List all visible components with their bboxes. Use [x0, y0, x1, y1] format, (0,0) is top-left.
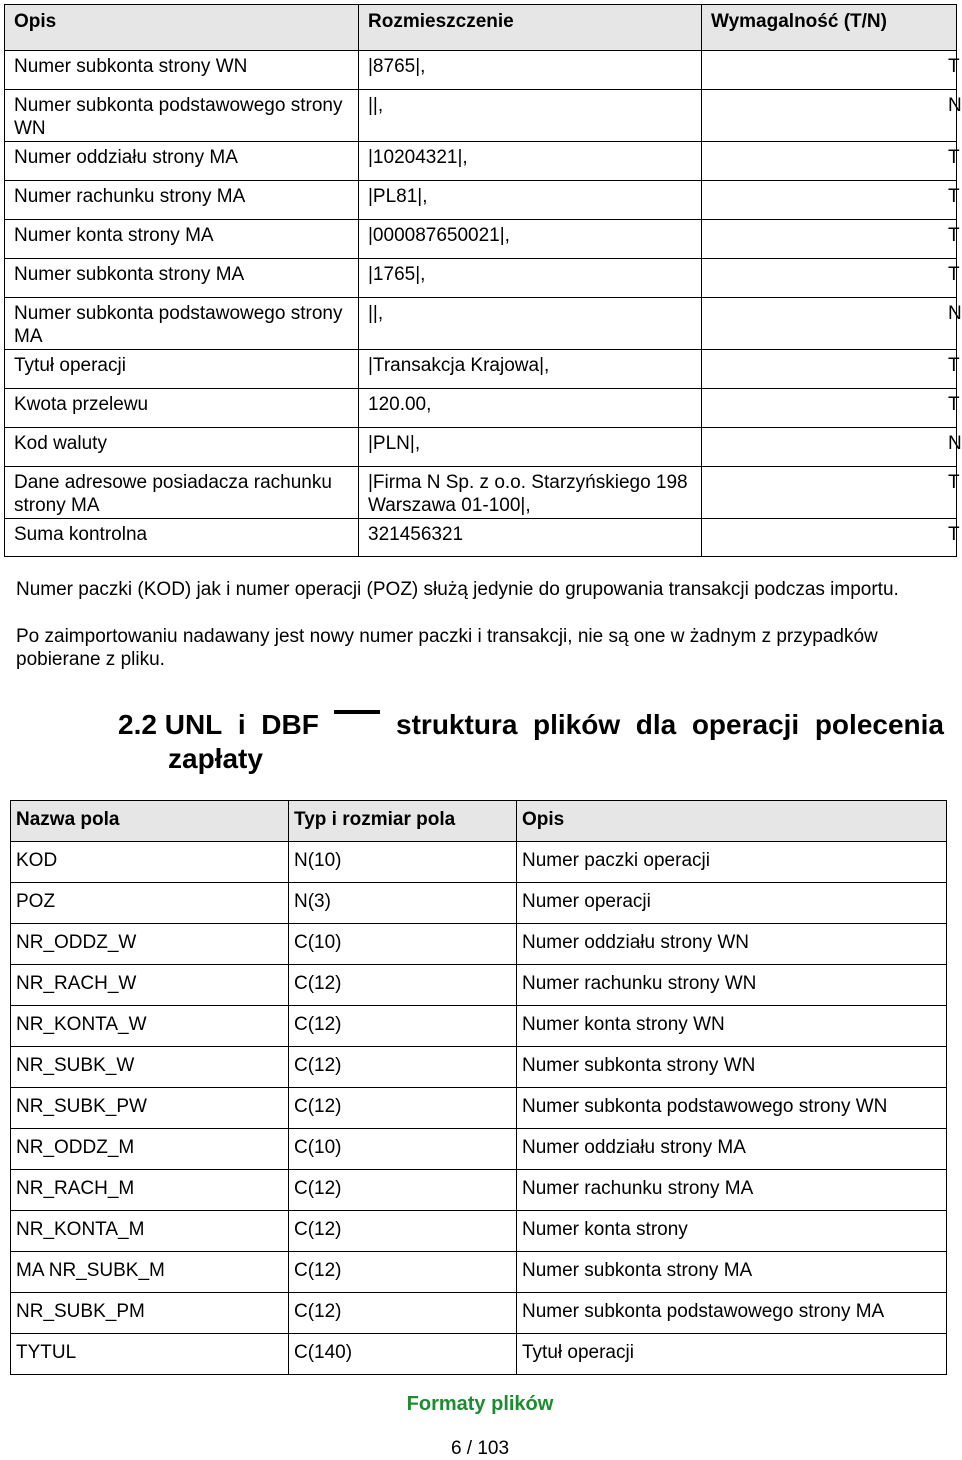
cell-opis: Numer subkonta strony WN — [5, 51, 359, 90]
cell-nazwa-pola: NR_SUBK_PW — [11, 1088, 289, 1129]
field-structure-table — [10, 800, 947, 1375]
cell-nazwa-pola: NR_KONTA_M — [11, 1211, 289, 1252]
table-row — [11, 965, 947, 1006]
header-rozmieszczenie: Rozmieszczenie — [359, 5, 702, 51]
page-number: 6 / 103 — [450, 1438, 510, 1459]
cell-opis: Numer subkonta strony MA — [5, 259, 359, 298]
cell-opis: Numer rachunku strony MA — [517, 1170, 947, 1211]
table-row — [11, 883, 947, 924]
heading-word: dla — [635, 709, 677, 740]
cell-nazwa-pola: NR_KONTA_W — [11, 1006, 289, 1047]
header-typ-rozmiar: Typ i rozmiar pola — [289, 801, 517, 842]
cell-nazwa-pola: NR_ODDZ_M — [11, 1129, 289, 1170]
file-format-table — [4, 4, 962, 557]
cell-typ-rozmiar: C(12) — [289, 1252, 517, 1293]
heading-dash — [334, 710, 380, 714]
cell-opis: Tytuł operacji — [5, 350, 359, 389]
cell-wymagalnosc: T — [702, 519, 957, 557]
table-row — [11, 1088, 947, 1129]
cell-rozmieszczenie: |Transakcja Krajowa|, — [359, 350, 702, 389]
section-heading — [118, 708, 944, 776]
table-row — [11, 1334, 947, 1375]
cell-wymagalnosc: N — [702, 428, 957, 467]
cell-nazwa-pola: NR_RACH_M — [11, 1170, 289, 1211]
cell-opis: Numer subkonta podstawowego strony MA — [517, 1293, 947, 1334]
cell-nazwa-pola: NR_SUBK_W — [11, 1047, 289, 1088]
cell-rozmieszczenie: |PL81|, — [359, 181, 702, 220]
table-row — [11, 1006, 947, 1047]
cell-opis: Numer konta strony WN — [517, 1006, 947, 1047]
cell-rozmieszczenie: |8765|, — [359, 51, 702, 90]
table-row — [11, 842, 947, 883]
cell-nazwa-pola: POZ — [11, 883, 289, 924]
footer-section-title: Formaty plików — [406, 1393, 554, 1415]
heading-word: 2.2 UNL — [118, 709, 223, 740]
table-row — [11, 1129, 947, 1170]
heading-word: polecenia — [814, 709, 944, 740]
header-opis: Opis — [517, 801, 947, 842]
cell-nazwa-pola: NR_ODDZ_W — [11, 924, 289, 965]
note-import: Po zaimportowaniu nadawany jest nowy numer paczki i transakcji, nie są one w żadnym z przypadków pobierane z pliku. — [16, 626, 878, 670]
cell-typ-rozmiar: C(10) — [289, 924, 517, 965]
cell-wymagalnosc: T — [702, 51, 957, 90]
cell-rozmieszczenie: |10204321|, — [359, 142, 702, 181]
cell-opis: Kod waluty — [5, 428, 359, 467]
table-row — [5, 181, 957, 220]
cell-opis: Suma kontrolna — [5, 519, 359, 557]
table-row — [5, 389, 957, 428]
table-row — [5, 519, 957, 557]
cell-typ-rozmiar: C(12) — [289, 1047, 517, 1088]
cell-typ-rozmiar: C(12) — [289, 1293, 517, 1334]
cell-wymagalnosc: T — [702, 220, 957, 259]
cell-typ-rozmiar: C(12) — [289, 1006, 517, 1047]
table-header-row — [11, 801, 947, 842]
cell-nazwa-pola: TYTUL — [11, 1334, 289, 1375]
cell-wymagalnosc: T — [702, 467, 957, 519]
table-row — [5, 220, 957, 259]
note-grouping: Numer paczki (KOD) jak i numer operacji (POZ) służą jedynie do grupowania transakcji podczas importu. — [16, 579, 899, 600]
cell-opis: Numer paczki operacji — [517, 842, 947, 883]
cell-wymagalnosc: N — [702, 298, 957, 350]
cell-wymagalnosc: T — [702, 259, 957, 298]
cell-opis: Tytuł operacji — [517, 1334, 947, 1375]
cell-typ-rozmiar: C(12) — [289, 1088, 517, 1129]
table-row — [5, 142, 957, 181]
cell-opis: Numer subkonta podstawowego strony WN — [5, 90, 359, 142]
cell-nazwa-pola: NR_SUBK_PM — [11, 1293, 289, 1334]
cell-opis: Dane adresowe posiadacza rachunku strony MA — [5, 467, 359, 519]
cell-rozmieszczenie: |PLN|, — [359, 428, 702, 467]
cell-wymagalnosc: T — [702, 181, 957, 220]
cell-rozmieszczenie: |000087650021|, — [359, 220, 702, 259]
cell-rozmieszczenie: 321456321 — [359, 519, 702, 557]
cell-rozmieszczenie: 120.00, — [359, 389, 702, 428]
cell-opis: Numer oddziału strony MA — [517, 1129, 947, 1170]
heading-word: DBF — [261, 709, 319, 740]
cell-rozmieszczenie: |Firma N Sp. z o.o. Starzyńskiego 198 Warszawa 01-100|, — [359, 467, 702, 519]
cell-opis: Numer rachunku strony MA — [5, 181, 359, 220]
table-row — [11, 1293, 947, 1334]
cell-opis: Numer subkonta strony WN — [517, 1047, 947, 1088]
cell-wymagalnosc: N — [702, 90, 957, 142]
cell-opis: Numer subkonta podstawowego strony MA — [5, 298, 359, 350]
cell-typ-rozmiar: N(3) — [289, 883, 517, 924]
table-row — [5, 298, 957, 350]
cell-opis: Numer operacji — [517, 883, 947, 924]
cell-typ-rozmiar: C(12) — [289, 1211, 517, 1252]
cell-nazwa-pola: MA NR_SUBK_M — [11, 1252, 289, 1293]
header-opis: Opis — [5, 5, 359, 51]
table-row — [5, 428, 957, 467]
header-nazwa-pola: Nazwa pola — [11, 801, 289, 842]
header-wymagalnosc: Wymagalność (T/N) — [702, 5, 957, 51]
table-row — [11, 1047, 947, 1088]
cell-nazwa-pola: KOD — [11, 842, 289, 883]
cell-wymagalnosc: T — [702, 350, 957, 389]
table-header-row — [5, 5, 957, 51]
table-row — [11, 1211, 947, 1252]
cell-typ-rozmiar: C(12) — [289, 965, 517, 1006]
table-row — [11, 1252, 947, 1293]
table-row — [5, 350, 957, 389]
table-row — [11, 1170, 947, 1211]
table-row — [5, 259, 957, 298]
cell-opis: Numer subkonta podstawowego strony WN — [517, 1088, 947, 1129]
cell-opis: Numer oddziału strony WN — [517, 924, 947, 965]
table-row — [5, 467, 957, 519]
cell-wymagalnosc: T — [702, 389, 957, 428]
cell-wymagalnosc: T — [702, 142, 957, 181]
heading-word: struktura — [396, 709, 518, 740]
cell-nazwa-pola: NR_RACH_W — [11, 965, 289, 1006]
heading-word: i — [237, 709, 246, 740]
table-row — [5, 90, 957, 142]
table-row — [11, 924, 947, 965]
cell-opis: Numer oddziału strony MA — [5, 142, 359, 181]
cell-typ-rozmiar: C(12) — [289, 1170, 517, 1211]
table-row — [5, 51, 957, 90]
heading-word: plików — [533, 709, 621, 740]
cell-opis: Numer subkonta strony MA — [517, 1252, 947, 1293]
heading-word: operacji — [691, 709, 800, 740]
cell-typ-rozmiar: C(10) — [289, 1129, 517, 1170]
heading-word: zapłaty — [168, 743, 263, 774]
cell-typ-rozmiar: N(10) — [289, 842, 517, 883]
cell-opis: Numer rachunku strony WN — [517, 965, 947, 1006]
cell-typ-rozmiar: C(140) — [289, 1334, 517, 1375]
cell-opis: Numer konta strony MA — [5, 220, 359, 259]
cell-opis: Numer konta strony — [517, 1211, 947, 1252]
cell-rozmieszczenie: ||, — [359, 90, 702, 142]
cell-opis: Kwota przelewu — [5, 389, 359, 428]
cell-rozmieszczenie: |1765|, — [359, 259, 702, 298]
cell-rozmieszczenie: ||, — [359, 298, 702, 350]
